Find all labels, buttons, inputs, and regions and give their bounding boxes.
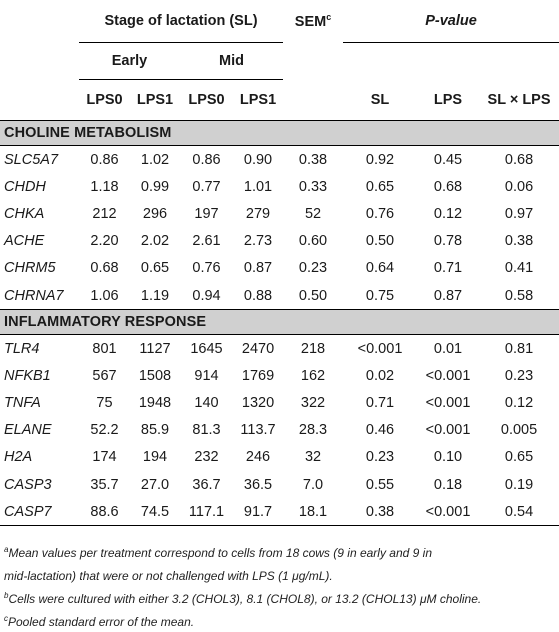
p-col-header: SL × LPS bbox=[487, 91, 551, 108]
value-cell: 0.64 bbox=[365, 260, 395, 277]
gene-cell: H2A bbox=[4, 449, 33, 466]
value-cell: 174 bbox=[92, 449, 117, 466]
value-cell: 27.0 bbox=[140, 476, 170, 493]
value-cell: 218 bbox=[300, 340, 326, 357]
sem-header: SEM$^c$ bbox=[294, 12, 332, 31]
footnotes bbox=[4, 540, 556, 632]
table-row bbox=[0, 498, 559, 526]
stage-header: Stage of lactation (SL) bbox=[104, 13, 258, 29]
value-cell: 0.68 bbox=[433, 178, 463, 195]
value-cell: 0.81 bbox=[504, 340, 534, 357]
value-cell: 162 bbox=[300, 367, 326, 384]
value-cell: 0.19 bbox=[504, 476, 534, 493]
value-cell: 28.3 bbox=[298, 422, 328, 439]
col-header: LPS0 bbox=[79, 80, 130, 121]
value-cell: 0.65 bbox=[365, 178, 395, 195]
value-cell: 113.7 bbox=[240, 422, 276, 439]
value-cell: 0.87 bbox=[243, 260, 273, 277]
value-cell: 1320 bbox=[241, 395, 275, 412]
p-col-header: SL bbox=[370, 91, 390, 108]
table-row bbox=[0, 228, 559, 255]
value-cell: 212 bbox=[92, 205, 117, 222]
value-cell: 1.18 bbox=[90, 178, 119, 195]
value-cell: 1.02 bbox=[140, 151, 170, 168]
value-cell: <0.001 bbox=[357, 340, 403, 357]
value-cell: 0.65 bbox=[140, 260, 170, 277]
table-row bbox=[0, 173, 559, 200]
value-cell: 0.68 bbox=[90, 260, 119, 277]
value-cell: 18.1 bbox=[283, 498, 343, 526]
value-cell: 0.18 bbox=[433, 476, 463, 493]
value-cell: <0.001 bbox=[417, 498, 479, 526]
value-cell: 2.61 bbox=[192, 233, 221, 250]
table-row bbox=[0, 417, 559, 444]
value-cell: <0.001 bbox=[425, 395, 471, 412]
value-cell: 0.38 bbox=[298, 151, 328, 168]
value-cell: 0.88 bbox=[243, 287, 273, 304]
value-cell: 0.02 bbox=[365, 367, 395, 384]
section-title: CHOLINE METABOLISM bbox=[0, 121, 559, 146]
gene-cell: TLR4 bbox=[4, 340, 40, 357]
value-cell: 0.86 bbox=[90, 151, 119, 168]
value-cell: 0.12 bbox=[504, 395, 534, 412]
table-row bbox=[0, 200, 559, 227]
value-cell: 567 bbox=[92, 367, 117, 384]
value-cell: 52 bbox=[304, 205, 322, 222]
value-cell: 0.38 bbox=[343, 498, 417, 526]
value-cell: 0.90 bbox=[243, 151, 273, 168]
footnote-line: $^b$Cells were cultured with either 3.2 (CHOL3), 8.1 (CHOL8), or 13.2 (CHOL13) μM choline. bbox=[4, 591, 482, 606]
value-cell: 1.01 bbox=[243, 178, 273, 195]
gene-cell: ELANE bbox=[4, 422, 52, 439]
value-cell: 0.78 bbox=[433, 233, 463, 250]
gene-cell: CASP7 bbox=[0, 498, 79, 526]
value-cell: 0.23 bbox=[365, 449, 395, 466]
value-cell: <0.001 bbox=[425, 367, 471, 384]
value-cell: 0.55 bbox=[365, 476, 395, 493]
value-cell: 1948 bbox=[138, 395, 172, 412]
value-cell: 322 bbox=[300, 395, 326, 412]
gene-cell: CHRNA7 bbox=[4, 287, 64, 304]
gene-cell: SLC5A7 bbox=[4, 151, 59, 168]
value-cell: 2470 bbox=[241, 340, 275, 357]
value-cell: 85.9 bbox=[140, 422, 170, 439]
value-cell: 1508 bbox=[138, 367, 172, 384]
mid-header: Mid bbox=[180, 43, 283, 80]
value-cell: 91.7 bbox=[233, 498, 283, 526]
value-cell: 0.71 bbox=[365, 395, 395, 412]
gene-cell: CHDH bbox=[4, 178, 46, 195]
value-cell: 0.23 bbox=[298, 260, 328, 277]
pvalue-header: P-value bbox=[425, 13, 477, 29]
value-cell: 117.1 bbox=[180, 498, 233, 526]
value-cell: 0.76 bbox=[192, 260, 221, 277]
value-cell: 0.94 bbox=[192, 287, 221, 304]
value-cell: 0.71 bbox=[433, 260, 463, 277]
section-row bbox=[0, 121, 559, 146]
value-cell: 0.76 bbox=[365, 205, 395, 222]
value-cell: 2.73 bbox=[243, 233, 273, 250]
value-cell: 1769 bbox=[241, 367, 275, 384]
value-cell: 1645 bbox=[190, 340, 223, 357]
value-cell: 194 bbox=[142, 449, 168, 466]
value-cell: 140 bbox=[194, 395, 219, 412]
table-row bbox=[0, 282, 559, 310]
table-row bbox=[0, 335, 559, 363]
value-cell: 0.54 bbox=[479, 498, 559, 526]
value-cell: 246 bbox=[245, 449, 271, 466]
value-cell: 0.75 bbox=[365, 287, 395, 304]
value-cell: 0.86 bbox=[192, 151, 221, 168]
col-header: LPS1 bbox=[130, 80, 180, 121]
value-cell: 88.6 bbox=[79, 498, 130, 526]
value-cell: 36.5 bbox=[243, 476, 273, 493]
p-col-header: LPS bbox=[433, 91, 463, 108]
value-cell: 0.46 bbox=[365, 422, 395, 439]
value-cell: 0.33 bbox=[298, 178, 328, 195]
value-cell: 0.99 bbox=[140, 178, 170, 195]
value-cell: 0.23 bbox=[504, 367, 534, 384]
table-row bbox=[0, 146, 559, 174]
footnote-line: $^a$Mean values per treatment correspond to cells from 18 cows (9 in early and 9 in bbox=[4, 545, 432, 560]
value-cell: 801 bbox=[92, 340, 117, 357]
col-header: LPS0 bbox=[180, 80, 233, 121]
footnote-line: mid-lactation) that were or not challenged with LPS (1 μg/mL). bbox=[4, 569, 333, 583]
value-cell: 0.58 bbox=[504, 287, 534, 304]
value-cell: 52.2 bbox=[90, 422, 119, 439]
gene-cell: CHKA bbox=[4, 205, 45, 222]
col-header: LPS1 bbox=[233, 80, 283, 121]
section-title: INFLAMMATORY RESPONSE bbox=[0, 310, 559, 335]
early-header: Early bbox=[79, 43, 180, 80]
value-cell: 2.20 bbox=[90, 233, 119, 250]
value-cell: 1127 bbox=[139, 340, 171, 357]
gene-cell: CASP3 bbox=[4, 476, 52, 493]
value-cell: <0.001 bbox=[425, 422, 471, 439]
value-cell: 914 bbox=[194, 367, 219, 384]
value-cell: 232 bbox=[194, 449, 219, 466]
value-cell: 0.01 bbox=[433, 340, 463, 357]
value-cell: 0.60 bbox=[298, 233, 328, 250]
value-cell: 35.7 bbox=[90, 476, 119, 493]
value-cell: 36.7 bbox=[192, 476, 221, 493]
value-cell: 0.41 bbox=[504, 260, 534, 277]
value-cell: 81.3 bbox=[192, 422, 221, 439]
value-cell: 0.92 bbox=[365, 151, 395, 168]
table-row bbox=[0, 444, 559, 471]
table-row bbox=[0, 390, 559, 417]
table-row bbox=[0, 471, 559, 498]
value-cell: 2.02 bbox=[140, 233, 170, 250]
value-cell: 0.005 bbox=[500, 422, 538, 439]
value-cell: 7.0 bbox=[302, 476, 324, 493]
gene-cell: CHRM5 bbox=[4, 260, 56, 277]
value-cell: 0.45 bbox=[433, 151, 463, 168]
value-cell: 32 bbox=[304, 449, 322, 466]
value-cell: 0.50 bbox=[298, 287, 328, 304]
value-cell: 0.97 bbox=[504, 205, 534, 222]
value-cell: 1.19 bbox=[140, 287, 170, 304]
value-cell: 0.06 bbox=[504, 178, 534, 195]
value-cell: 0.65 bbox=[504, 449, 534, 466]
value-cell: 197 bbox=[194, 205, 219, 222]
value-cell: 0.68 bbox=[504, 151, 534, 168]
value-cell: 0.77 bbox=[192, 178, 221, 195]
value-cell: 279 bbox=[245, 205, 271, 222]
gene-cell: NFKB1 bbox=[4, 367, 51, 384]
value-cell: 0.10 bbox=[433, 449, 463, 466]
table-row bbox=[0, 362, 559, 389]
value-cell: 0.50 bbox=[365, 233, 395, 250]
pvalue-rule bbox=[343, 43, 559, 80]
table-row bbox=[0, 255, 559, 282]
value-cell: 1.06 bbox=[90, 287, 119, 304]
value-cell: 0.12 bbox=[433, 205, 463, 222]
footnote-line: $^c$Pooled standard error of the mean. bbox=[4, 614, 195, 629]
value-cell: 0.38 bbox=[504, 233, 534, 250]
value-cell: 296 bbox=[142, 205, 168, 222]
value-cell: 75 bbox=[96, 395, 113, 412]
value-cell: 0.87 bbox=[433, 287, 463, 304]
gene-cell: TNFA bbox=[4, 395, 41, 412]
value-cell: 74.5 bbox=[130, 498, 180, 526]
section-row bbox=[0, 310, 559, 335]
corner-cell bbox=[0, 0, 79, 43]
gene-cell: ACHE bbox=[4, 233, 45, 250]
